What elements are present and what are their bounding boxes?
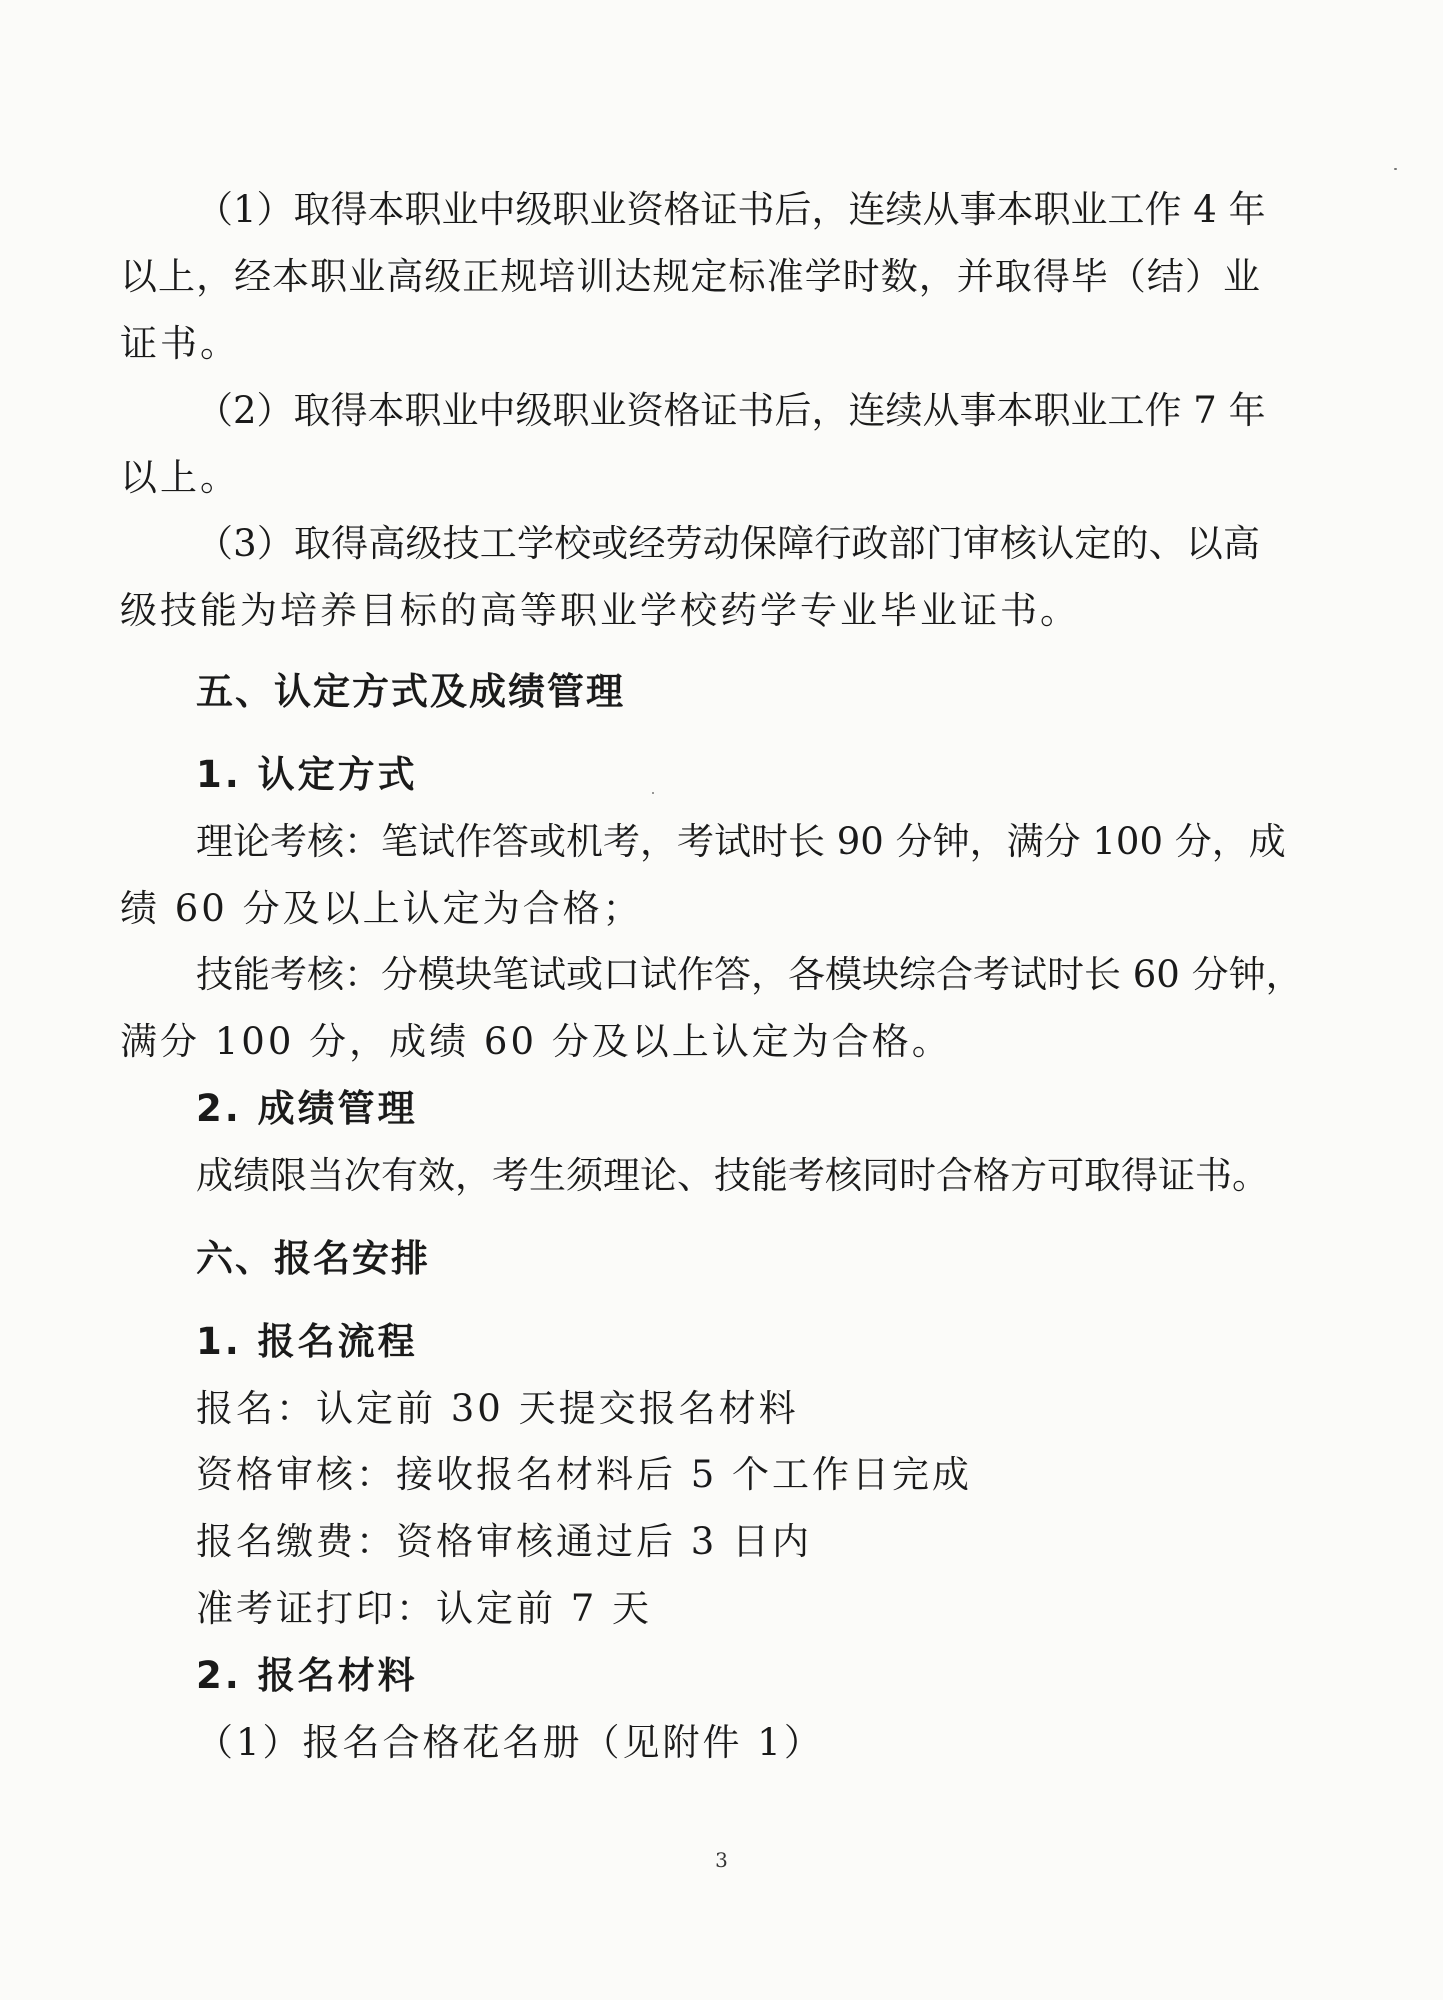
score-line: 成绩限当次有效，考生须理论、技能考核同时合格方可取得证书。 [196, 1154, 1269, 1197]
theory-line2: 绩 60 分及以上认定为合格； [120, 887, 643, 930]
skill-line2: 满分 100 分，成绩 60 分及以上认定为合格。 [120, 1020, 952, 1063]
item2-line1: （2）取得本职业中级职业资格证书后，连续从事本职业工作 7 年 [196, 389, 1266, 432]
process-step-admission: 准考证打印：认定前 7 天 [196, 1587, 653, 1630]
item2-line2: 以上。 [120, 456, 240, 499]
section5-sub2: 2. 成绩管理 [196, 1087, 418, 1130]
item1-line2: 以上，经本职业高级正规培训达规定标准学时数，并取得毕（结）业 [120, 255, 1260, 298]
section6-sub2: 2. 报名材料 [196, 1654, 418, 1697]
section5-heading: 五、认定方式及成绩管理 [196, 670, 625, 713]
item1-line1: （1）取得本职业中级职业资格证书后，连续从事本职业工作 4 年 [196, 188, 1266, 231]
page-number: 3 [715, 1848, 728, 1872]
section5-sub1: 1. 认定方式 [196, 753, 418, 796]
skill-line1: 技能考核：分模块笔试或口试作答，各模块综合考试时长 60 分钟， [196, 953, 1303, 996]
theory-line1: 理论考核：笔试作答或机考，考试时长 90 分钟，满分 100 分，成 [196, 820, 1286, 863]
material-item1: （1）报名合格花名册（见附件 1） [196, 1721, 824, 1764]
section6-heading: 六、报名安排 [196, 1237, 430, 1280]
process-step-register: 报名：认定前 30 天提交报名材料 [196, 1387, 799, 1430]
item3-line1: （3）取得高级技工学校或经劳动保障行政部门审核认定的、以高 [196, 522, 1260, 565]
scan-speck [652, 792, 654, 794]
scan-speck [1394, 168, 1397, 170]
section6-sub1: 1. 报名流程 [196, 1320, 418, 1363]
item1-line3: 证书。 [120, 322, 240, 365]
process-step-payment: 报名缴费：资格审核通过后 3 日内 [196, 1520, 813, 1563]
item3-line2: 级技能为培养目标的高等职业学校药学专业毕业证书。 [120, 589, 1080, 632]
process-step-review: 资格审核：接收报名材料后 5 个工作日完成 [196, 1453, 973, 1496]
